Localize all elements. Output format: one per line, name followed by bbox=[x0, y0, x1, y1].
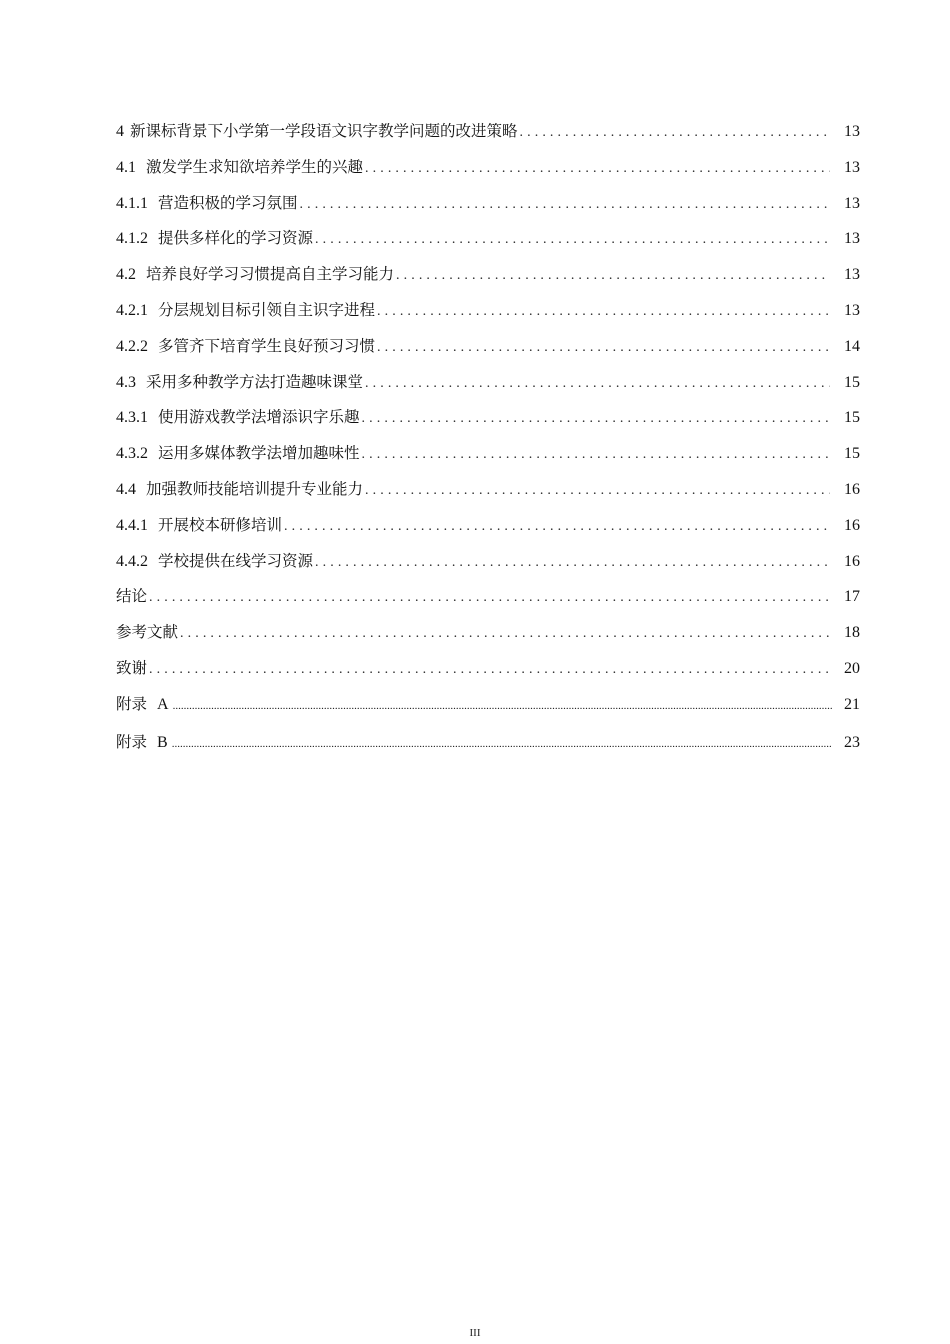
toc-entry-page: 13 bbox=[844, 301, 860, 319]
toc-leader-dots bbox=[172, 730, 832, 758]
toc-leader-dots bbox=[149, 584, 830, 612]
toc-entry-number: 4.3.1 bbox=[116, 409, 148, 427]
toc-entry-title: 加强教师技能培训提升专业能力 bbox=[146, 479, 364, 498]
table-of-contents bbox=[116, 117, 860, 766]
toc-entry-page: 15 bbox=[844, 445, 860, 463]
toc-entry-number: 4.1.1 bbox=[116, 194, 148, 212]
toc-entry[interactable] bbox=[116, 368, 860, 404]
toc-entry-title: 运用多媒体教学法增加趣味性 bbox=[158, 444, 360, 463]
toc-leader-dots bbox=[520, 119, 830, 147]
toc-entry-number: 4.4.2 bbox=[116, 552, 148, 570]
toc-entry-number: 4 bbox=[116, 123, 124, 140]
toc-leader-dots bbox=[365, 370, 830, 398]
toc-entry-page: 13 bbox=[844, 158, 860, 176]
appendix-letter: A bbox=[157, 695, 169, 713]
toc-entry-page: 13 bbox=[844, 194, 860, 212]
toc-entry-page: 13 bbox=[844, 230, 860, 248]
toc-leader-dots bbox=[365, 155, 830, 183]
toc-entry[interactable] bbox=[116, 117, 860, 153]
toc-entry-number: 4.3.2 bbox=[116, 445, 148, 463]
toc-entry[interactable] bbox=[116, 296, 860, 332]
toc-entry-title: 参考文献 bbox=[116, 623, 179, 642]
toc-entry[interactable] bbox=[116, 224, 860, 260]
toc-entry-number: 4.2 bbox=[116, 266, 136, 284]
toc-leader-dots bbox=[396, 262, 830, 290]
toc-leader-dots bbox=[173, 692, 832, 720]
toc-leader-dots bbox=[149, 656, 830, 684]
toc-entry-title: 学校提供在线学习资源 bbox=[158, 551, 314, 570]
toc-entry-title: 新课标背景下小学第一学段语文识字教学问题的改进策略 bbox=[130, 122, 518, 140]
toc-leader-dots bbox=[365, 477, 830, 505]
toc-entry-page: 20 bbox=[844, 659, 860, 677]
toc-leader-dots bbox=[362, 405, 830, 433]
toc-entry-page: 23 bbox=[844, 733, 860, 751]
toc-entry-page: 15 bbox=[844, 409, 860, 427]
toc-entry-page: 13 bbox=[844, 266, 860, 284]
toc-entry-number: 4.2.2 bbox=[116, 337, 148, 355]
toc-leader-dots bbox=[315, 549, 830, 577]
toc-entry-number: 4.1 bbox=[116, 158, 136, 176]
toc-entry-title: 使用游戏教学法增添识字乐趣 bbox=[158, 408, 360, 427]
toc-entry[interactable] bbox=[116, 332, 860, 368]
toc-entry-title: 开展校本研修培训 bbox=[158, 515, 283, 534]
toc-entry-page: 15 bbox=[844, 373, 860, 391]
page-number: III bbox=[469, 1327, 481, 1339]
toc-entry-number: 4.4 bbox=[116, 480, 136, 498]
toc-entry-number: 4.2.1 bbox=[116, 301, 148, 319]
toc-entry[interactable] bbox=[116, 403, 860, 439]
toc-entry-page: 21 bbox=[844, 695, 860, 713]
toc-entry-page: 16 bbox=[844, 480, 860, 498]
toc-entry-title: 结论 bbox=[116, 587, 148, 606]
toc-entry[interactable] bbox=[116, 439, 860, 475]
toc-entry[interactable] bbox=[116, 511, 860, 547]
toc-leader-dots bbox=[377, 334, 830, 362]
toc-entry-title: 致谢 bbox=[116, 658, 148, 677]
toc-leader-dots bbox=[300, 191, 830, 219]
appendix-letter: B bbox=[157, 733, 168, 751]
toc-entry-number: 4.4.1 bbox=[116, 516, 148, 534]
toc-entry-page: 17 bbox=[844, 588, 860, 606]
toc-entry-page: 16 bbox=[844, 516, 860, 534]
toc-entry-title: 附录 bbox=[116, 732, 148, 751]
toc-entry-title: 分层规划目标引领自主识字进程 bbox=[158, 300, 376, 319]
toc-entry-appendix-a[interactable] bbox=[116, 690, 860, 728]
toc-entry-title: 培养良好学习习惯提高自主学习能力 bbox=[146, 265, 395, 284]
toc-leader-dots bbox=[284, 513, 830, 541]
toc-entry-title: 激发学生求知欲培养学生的兴趣 bbox=[146, 157, 364, 176]
toc-leader-dots bbox=[377, 298, 830, 326]
toc-entry[interactable] bbox=[116, 654, 860, 690]
toc-entry[interactable] bbox=[116, 582, 860, 618]
toc-entry[interactable] bbox=[116, 189, 860, 225]
toc-leader-dots bbox=[180, 620, 830, 648]
toc-entry-page: 13 bbox=[844, 123, 860, 140]
toc-entry[interactable] bbox=[116, 618, 860, 654]
toc-entry-title: 附录 bbox=[116, 694, 148, 713]
toc-entry-number: 4.3 bbox=[116, 373, 136, 391]
toc-entry-title: 多管齐下培育学生良好预习习惯 bbox=[158, 336, 376, 355]
toc-entry[interactable] bbox=[116, 153, 860, 189]
toc-entry-appendix-b[interactable] bbox=[116, 728, 860, 766]
toc-entry[interactable] bbox=[116, 475, 860, 511]
toc-leader-dots bbox=[362, 441, 830, 469]
toc-leader-dots bbox=[315, 226, 830, 254]
toc-entry-title: 营造积极的学习氛围 bbox=[158, 193, 298, 212]
toc-entry[interactable] bbox=[116, 260, 860, 296]
toc-entry-page: 18 bbox=[844, 624, 860, 642]
toc-entry-page: 16 bbox=[844, 552, 860, 570]
toc-entry-page: 14 bbox=[844, 337, 860, 355]
toc-entry-number: 4.1.2 bbox=[116, 230, 148, 248]
toc-entry[interactable] bbox=[116, 547, 860, 583]
toc-entry-title: 提供多样化的学习资源 bbox=[158, 229, 314, 248]
toc-entry-title: 采用多种教学方法打造趣味课堂 bbox=[146, 372, 364, 391]
